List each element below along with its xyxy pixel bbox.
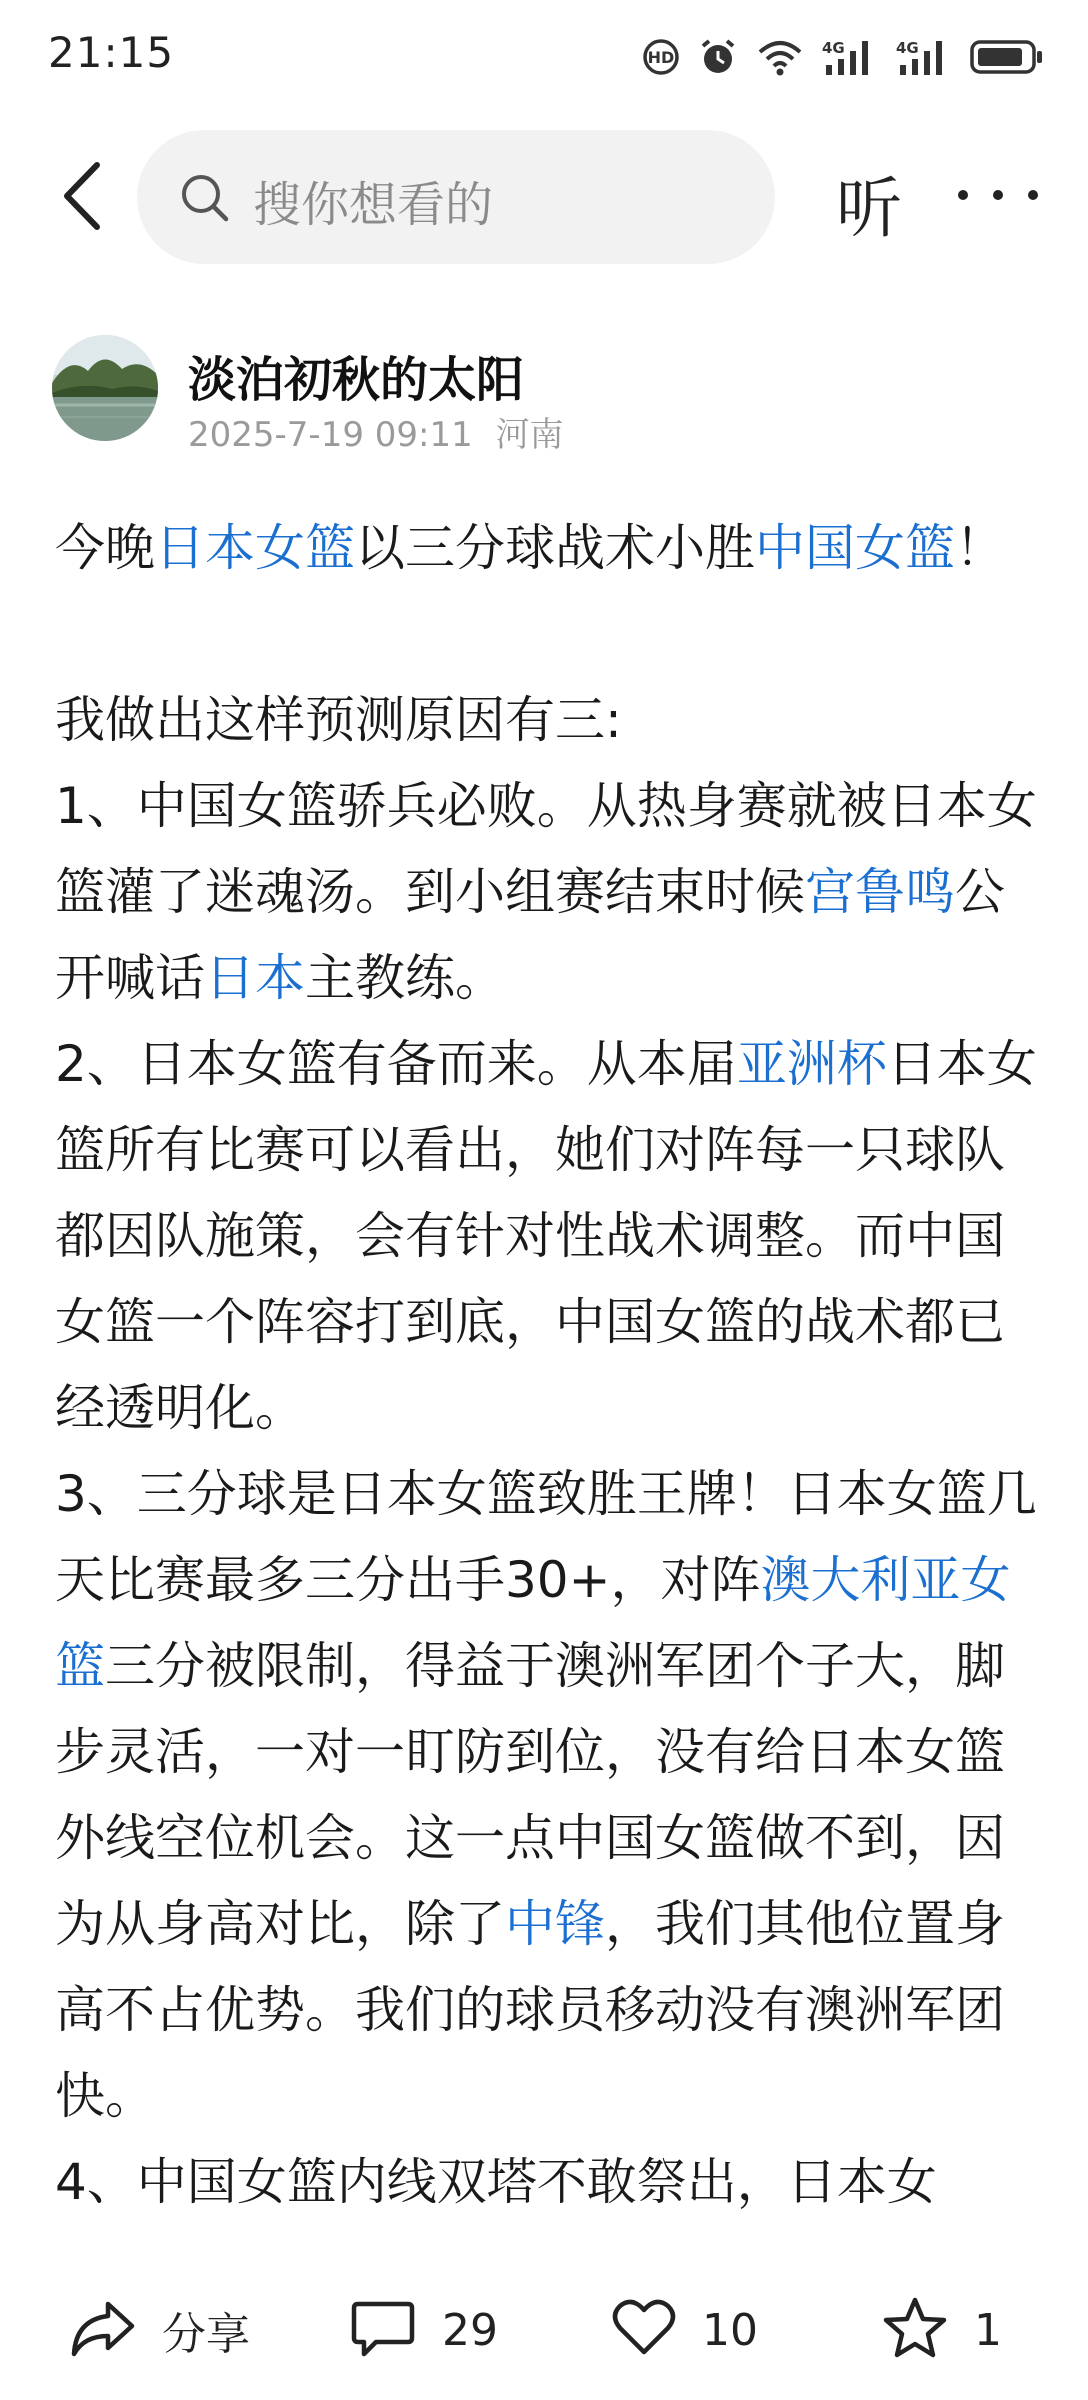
avatar[interactable] bbox=[52, 335, 158, 441]
share-button[interactable] bbox=[70, 2293, 250, 2367]
listen-button[interactable]: 听 bbox=[836, 170, 902, 247]
chevron-left-icon bbox=[61, 161, 103, 235]
text: 3、三分球是日本女篮致胜王牌！日本女篮几天比赛最多三分出手30+，对阵 bbox=[55, 1465, 1037, 1609]
keyword-link[interactable]: 中锋 bbox=[505, 1895, 605, 1953]
post-datetime: 2025-7-19 09:11 bbox=[188, 415, 473, 455]
comment-count: 29 bbox=[442, 2304, 498, 2356]
text: ！ bbox=[955, 519, 1005, 577]
text: 主教练。 bbox=[305, 949, 505, 1007]
keyword-link[interactable]: 宫鲁鸣 bbox=[805, 863, 955, 921]
bottom-action-bar bbox=[0, 2265, 1088, 2400]
paragraph bbox=[55, 1451, 1040, 2139]
like-count: 10 bbox=[702, 2304, 758, 2356]
hd-call-icon bbox=[642, 38, 680, 76]
keyword-link[interactable]: 澳大利亚女篮 bbox=[55, 1551, 1011, 1695]
status-bar bbox=[0, 0, 1088, 110]
comment-icon bbox=[350, 2298, 416, 2362]
share-label: 分享 bbox=[162, 2309, 250, 2360]
svg-text:4G: 4G bbox=[822, 39, 845, 57]
text: 日本女篮所有比赛可以看出，她们对阵每一只球队都因队施策，会有针对性战术调整。而中国女篮一个阵容打到底，中国女篮的战术都已经透明化。 bbox=[55, 1035, 1037, 1437]
battery-icon bbox=[970, 38, 1044, 76]
paragraph bbox=[55, 505, 1040, 591]
back-button[interactable] bbox=[52, 163, 112, 233]
keyword-link[interactable]: 亚洲杯 bbox=[736, 1035, 887, 1093]
post-meta bbox=[188, 407, 564, 456]
post-location: 河南 bbox=[495, 415, 564, 455]
alarm-icon bbox=[698, 37, 738, 77]
wifi-icon bbox=[756, 38, 804, 76]
svg-text:4G: 4G bbox=[896, 39, 919, 57]
svg-text:HD: HD bbox=[647, 48, 675, 67]
text: 1、中国女篮骄兵必败。从热身赛就被日本女篮灌了迷魂汤。到小组赛结束时候 bbox=[55, 777, 1037, 921]
signal-4g-icon bbox=[822, 37, 878, 77]
search-icon bbox=[179, 172, 231, 228]
content-fade bbox=[0, 2225, 1088, 2255]
author-header bbox=[0, 335, 1088, 455]
heart-icon bbox=[612, 2298, 676, 2362]
signal-4g-icon bbox=[896, 37, 952, 77]
paragraph bbox=[55, 1021, 1040, 1451]
status-time: 21:15 bbox=[48, 28, 175, 77]
status-icons bbox=[642, 32, 1044, 82]
text: 2、日本女篮有备而来。从本届 bbox=[55, 1035, 737, 1093]
paragraph: 4、中国女篮内线双塔不敢祭出，日本女 bbox=[55, 2153, 937, 2211]
keyword-link[interactable]: 中国女篮 bbox=[755, 519, 955, 577]
comment-button[interactable] bbox=[350, 2293, 498, 2367]
top-navigation bbox=[0, 125, 1088, 265]
favorite-button[interactable] bbox=[882, 2293, 1002, 2367]
search-placeholder: 搜你想看的 bbox=[253, 177, 494, 233]
favorite-count: 1 bbox=[974, 2304, 1002, 2356]
article-body bbox=[55, 505, 1040, 2235]
text: ，我们其他位置身高不占优势。我们的球员移动没有澳洲军团快。 bbox=[55, 1895, 1005, 2125]
text: 今晚 bbox=[55, 519, 155, 577]
text: 以三分球战术小胜 bbox=[355, 519, 755, 577]
text: 公开喊话 bbox=[55, 863, 1005, 1007]
keyword-link[interactable]: 日本女篮 bbox=[155, 519, 355, 577]
author-name[interactable]: 淡泊初秋的太阳 bbox=[188, 352, 525, 408]
text: 三分被限制，得益于澳洲军团个子大，脚步灵活，一对一盯防到位，没有给日本女篮外线空位机会。这一点中国女篮做不到，因为从身高对比，除了 bbox=[55, 1637, 1005, 1953]
paragraph: 我做出这样预测原因有三: bbox=[55, 691, 622, 749]
keyword-link[interactable]: 日本 bbox=[205, 949, 305, 1007]
more-dots-icon[interactable] bbox=[958, 185, 1038, 205]
search-input[interactable] bbox=[137, 130, 775, 264]
paragraph bbox=[55, 763, 1040, 1021]
like-button[interactable] bbox=[612, 2293, 758, 2367]
paragraph-spacer bbox=[55, 591, 1040, 677]
star-icon bbox=[882, 2296, 948, 2364]
share-icon bbox=[70, 2298, 136, 2362]
